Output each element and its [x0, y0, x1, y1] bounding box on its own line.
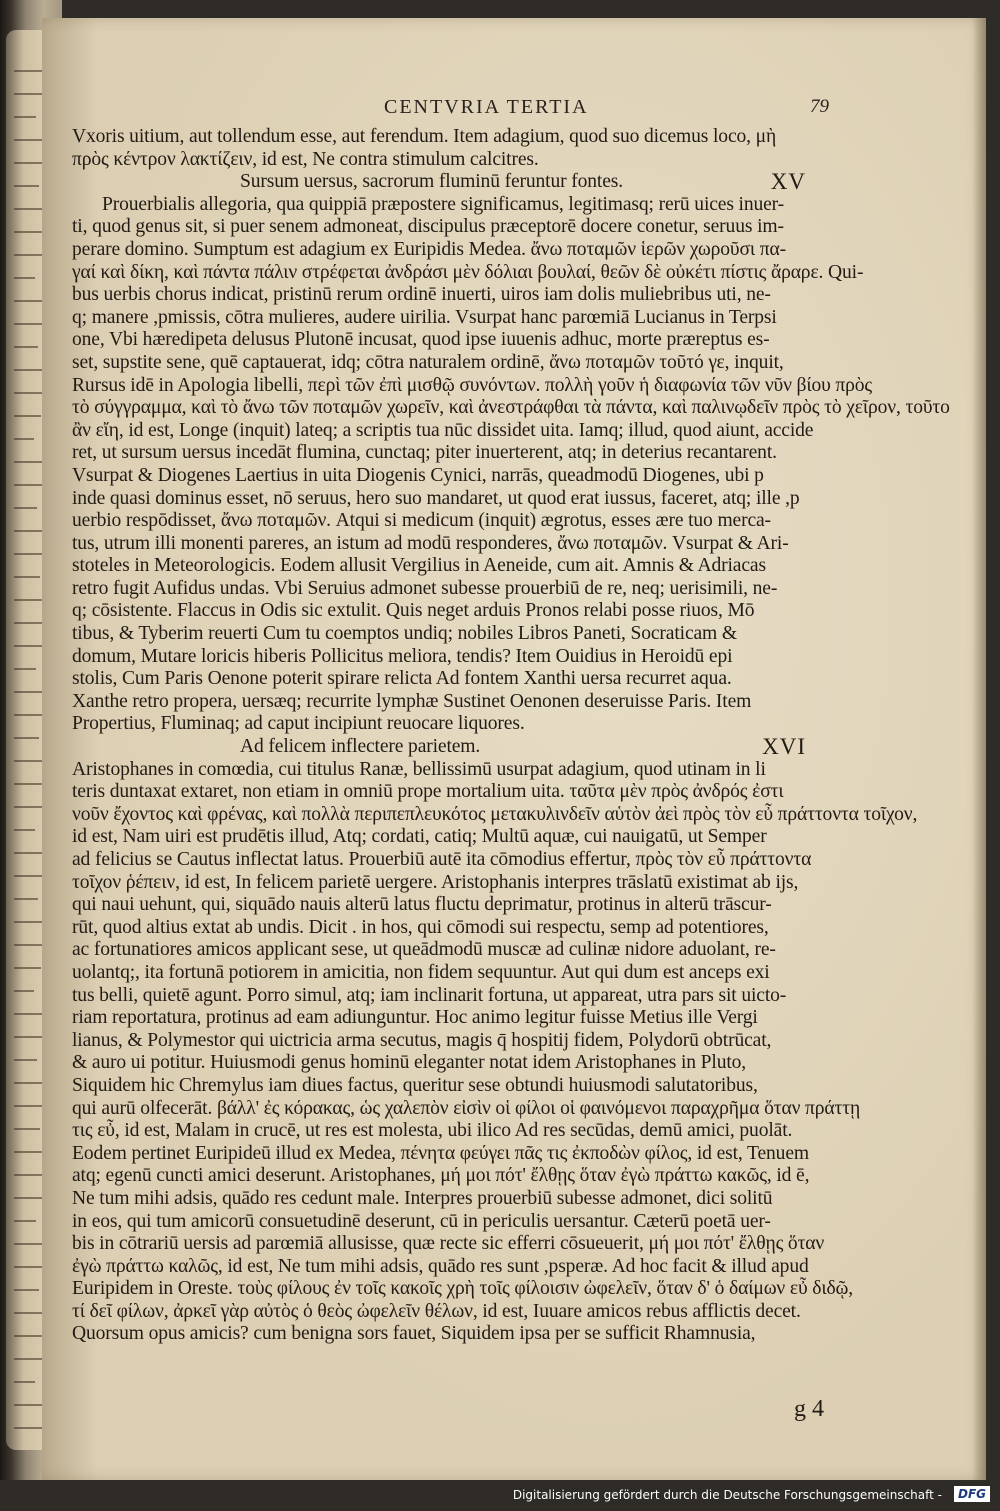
- line-text: ἐγὼ πράττω καλῶς, id est, Ne tum mihi adsis, quādo res sunt ,psperæ. Ad hoc facit & illud apud: [72, 1255, 809, 1277]
- text-line: [72, 1030, 814, 1053]
- line-text: teris duntaxat extaret, non etiam in omniū prope mortalium uita. ταῦτα μὲν πρὸς ἀνδρός ἐστι: [72, 781, 784, 803]
- line-text: atq; egenū cuncti amici deserunt. Aristophanes, μή μοι πότ' ἔλθῃς ὅταν ἐγὼ πράττω κακῶς, id ē,: [72, 1165, 810, 1187]
- line-text: Siquidem hic Chremylus iam diues factus, queritur sese obtundi huiusmodi salutatoribus,: [72, 1074, 758, 1096]
- line-text: Euripidem in Oreste. τοὺς φίλους ἐν τοῖς κακοῖς χρὴ τοῖς φίλοισιν ὠφελεῖν, ὅταν δ' ὁ δαίμων εὖ διδῷ,: [72, 1278, 854, 1300]
- previous-page-text-trace: [14, 990, 34, 992]
- previous-page-text-trace: [14, 737, 39, 739]
- line-text: riam reportatura, protinus ad eam adiunguntur. Hoc animo legitur fuisse Metius ille Vergi: [72, 1007, 758, 1029]
- line-text: id est, Nam uiri est prudētis illud, Atq; cordati, catiq; Multū aquæ, cui nauigatū, ut Semper: [72, 826, 767, 848]
- line-text: τί δεῖ φίλων, ἀρκεῖ γὰρ αὐτὸς ὁ θεὸς ὠφελεῖν θέλων, id est, Iuuare amicos rebus afflictis decet.: [72, 1300, 801, 1322]
- line-text: ti, quod genus sit, si puer senem admoneat, discipulus præceptorē docere conetur, seruus im-: [72, 216, 784, 238]
- text-line: [72, 713, 814, 736]
- text-line: [72, 465, 814, 488]
- text-line: [72, 600, 814, 623]
- text-line: [72, 284, 814, 307]
- text-line: [72, 307, 814, 330]
- text-line: [72, 510, 814, 533]
- text-line: [72, 1233, 825, 1256]
- text-line: [72, 1120, 814, 1143]
- text-line: [72, 962, 814, 985]
- previous-page-text-trace: [14, 484, 44, 486]
- line-text: rūt, quod altius extat ab undis. Dicit . in hos, qui cōmodi sui respectu, semp ad potentiores,: [72, 916, 769, 938]
- line-text: Ne tum mihi adsis, quādo res cedunt male. Interpres prouerbiū subesse admonet, dici solitū: [72, 1187, 773, 1209]
- section-heading: [72, 736, 814, 759]
- signature-mark: g 4: [794, 1396, 824, 1422]
- text-line: [72, 397, 950, 420]
- line-text: ad felicius se Cautus inflectat latus. Prouerbiū autē ita cōmodius effertur, πρὸς τὸν εὖ πράττοντα: [72, 849, 812, 870]
- line-text: τις εὖ, id est, Malam in crucē, ut res est molesta, ubi ilico Ad res secūdas, demū amici, puolāt.: [72, 1120, 793, 1142]
- previous-page-text-trace: [14, 1197, 43, 1199]
- text-line: [72, 1323, 814, 1346]
- text-line: [72, 646, 814, 669]
- text-line: [72, 623, 814, 646]
- previous-page-text-trace: [14, 1427, 45, 1429]
- previous-page-text-trace: [14, 1289, 39, 1291]
- text-line: [72, 1188, 814, 1211]
- running-head: CENTVRIA TERTIA: [384, 96, 589, 118]
- text-line: [72, 488, 814, 511]
- text-line: [72, 149, 814, 172]
- text-line: [72, 803, 918, 827]
- previous-page-text-trace: [14, 93, 43, 95]
- text-line: [72, 126, 814, 149]
- previous-page-text-trace: [14, 415, 41, 417]
- line-text: Eodem pertinet Euripideū illud ex Medea, πένητα φεύγει πᾶς τις ἐκποδὼν φίλος, id est, Tenuem: [72, 1142, 809, 1164]
- line-text: stoteles in Meteorologicis. Eodem allusit Vergilius in Aeneide, cum ait. Amnis & Adriacas: [72, 555, 766, 577]
- line-text: qui naui uehunt, qui, siquādo nauis alterū latus fluctu deprimatur, protinus in alterū trāscur-: [72, 894, 772, 916]
- previous-page-text-trace: [14, 1220, 36, 1222]
- line-text: stolis, Cum Paris Oenone poterit spirare relicta Ad fontem Xanthi uersa recurret aqua.: [72, 668, 732, 690]
- previous-page-text-trace: [14, 1128, 40, 1130]
- text-line: [72, 781, 814, 804]
- line-text: τοῖχον ῥέπειν, id est, In felicem parietē uergere. Aristophanis interpres trāslatū existimat ab ijs,: [72, 871, 799, 893]
- line-text: Vsurpat & Diogenes Laertius in uita Diogenis Cynici, narrās, queadmodū Diogenes, ubi p: [72, 464, 764, 486]
- line-text: lianus, & Polymestor qui uictricia arma secutus, magis q̄ hospitij fidem, Polydorū obtrūcat,: [72, 1029, 772, 1051]
- line-text: Aristophanes in comœdia, cui titulus Ranæ, bellissimū usurpat adagium, quod utinam in li: [72, 758, 766, 780]
- line-text: tus belli, quietē agunt. Porro simul, atq; iam inclinarit fortuna, ut appareat, utra pars sit uicto-: [72, 984, 787, 1006]
- previous-page-text-trace: [14, 806, 42, 808]
- previous-page-text-trace: [14, 898, 38, 900]
- previous-page-text-trace: [14, 576, 40, 578]
- text-line: [72, 374, 873, 398]
- text-line: [72, 872, 814, 895]
- dfg-logo: DFG: [954, 1486, 990, 1502]
- text-line: [72, 1075, 814, 1098]
- previous-page-text-trace: [14, 438, 34, 440]
- text-line: [72, 668, 814, 691]
- previous-page-text-trace: [14, 254, 42, 256]
- line-text: tus, utrum illi monenti pareres, an istum ad modū responderes, ἄνω ποταμῶν. Vsurpat & Ari-: [72, 532, 789, 554]
- text-line: [72, 759, 814, 782]
- page-edge-shading: [972, 18, 986, 1480]
- text-line: [72, 1007, 814, 1030]
- line-text: γαί καὶ δίκη, καὶ πάντα πάλιν στρέφεται ἀνδράσι μὲν δόλιαι βουλαί, θεῶν δὲ οὐκέτι πίστις ἄραρε. Qui-: [72, 261, 864, 283]
- line-text: bis in cōtrariū uersis ad parœmiā allusisse, quæ recte sic efferri cōsueuerit, μή μοι πότ' ἔλθῃς ὅταν: [72, 1233, 825, 1255]
- text-line: [72, 1211, 814, 1234]
- line-text: set, supstite sene, quē captauerat, idq; cōtra naturalem ordinē, ἄνω ποταμῶν τοῦτό γε, inquit,: [72, 351, 784, 373]
- line-text: Prouerbialis allegoria, qua quippiā præpostere significamus, legitimasq; rerū uices inuer-: [102, 193, 785, 215]
- section-heading: [72, 171, 814, 194]
- text-line: [72, 826, 814, 849]
- text-line: [72, 533, 814, 556]
- line-text: bus uerbis chorus indicat, pristinū rerum ordinē inuerti, uiros iam dolis muliebribus uti, ne-: [72, 284, 771, 306]
- line-text: νοῦν ἔχοντος καὶ φρένας, καὶ πολλὰ περιπεπλευκότος μετακυλινδεῖν αὑτὸν ἀεὶ πρὸς τὸν εὖ πράττοντα τοῖχον,: [72, 803, 918, 825]
- previous-page-text-trace: [14, 116, 36, 118]
- section-numeral: XV: [770, 169, 806, 195]
- previous-page-text-trace: [14, 346, 38, 348]
- line-text: Vxoris uitium, aut tollendum esse, aut ferendum. Item adagium, quod suo dicemus loco, μὴ: [72, 126, 777, 147]
- previous-page-text-trace: [14, 185, 39, 187]
- text-line: [72, 1097, 861, 1121]
- previous-page-text-trace: [14, 323, 45, 325]
- previous-page-text-trace: [14, 1059, 37, 1061]
- line-text: τὸ σύγγραμμα, καὶ τὸ ἄνω τῶν ποταμῶν χωρεῖν, καὶ ἀνεστράφθαι τὰ πάντα, καὶ παλινῳδεῖν πρὸς τὸ χεῖρον, τοῦτο: [72, 397, 950, 419]
- text-line: [72, 894, 814, 917]
- line-text: in eos, qui tum amicorū consuetudinē deserunt, cū in periculis uersantur. Cæterū poetā uer-: [72, 1210, 771, 1232]
- line-text: uolantq;, ita fortunā potiorem in amicitia, non fidem sequuntur. Aut qui dum est anceps exi: [72, 961, 770, 983]
- previous-page-text-trace: [14, 645, 43, 647]
- text-line: [72, 261, 864, 285]
- previous-page-text-trace: [14, 668, 36, 670]
- line-text: qui aurū olfecerāt. βάλλ' ἐς κόρακας, ὡς χαλεπὸν εἰσὶν οἱ φίλοι οἱ φαινόμενοι παραχρῆμα ὅταν πράττῃ: [72, 1097, 861, 1119]
- body-text: [72, 126, 950, 1346]
- book-page: [42, 18, 986, 1480]
- line-text: uerbio respōdisset, ἄνω ποταμῶν. Atqui si medicum (inquit) ægrotus, esses ære tuo merca-: [72, 510, 771, 532]
- text-line: [72, 939, 814, 962]
- section-numeral: XVI: [762, 734, 806, 760]
- previous-page-text-trace: [14, 277, 35, 279]
- previous-page-text-trace: [14, 967, 41, 969]
- text-line: [72, 420, 814, 443]
- page-number: 79: [810, 96, 829, 117]
- line-text: Rursus idē in Apologia libelli, περὶ τῶν ἐπὶ μισθῷ συνόντων. πολλὴ γοῦν ἡ διαφωνία τῶν νῦν βίου πρὸς: [72, 374, 873, 396]
- text-line: [72, 216, 814, 239]
- previous-page-text-trace: [14, 507, 37, 509]
- line-text: tibus, & Tyberim reuerti Cum tu coemptos undiq; nobiles Libros Paneti, Socraticam &: [72, 623, 737, 645]
- previous-page-text-trace: [14, 829, 35, 831]
- text-line: [72, 239, 814, 262]
- line-text: ac fortunatiores amicos applicant sese, ut queādmodū muscæ ad culinæ nidore aduolant, re-: [72, 939, 776, 961]
- text-line: [72, 917, 814, 940]
- line-text: domum, Mutare loricis hiberis Pollicitus meliora, tendis? Item Ouidius in Heroidū epi: [72, 645, 733, 667]
- previous-page-text-trace: [14, 1036, 44, 1038]
- line-text: inde quasi dominus esset, nō seruus, hero suo mandaret, ut quod erat iussus, faceret, atq; ille ,p: [72, 487, 800, 509]
- line-text: q; cōsistente. Flaccus in Odis sic extulit. Quis neget arduis Pronos relabi posse riuos, Mō: [72, 600, 755, 622]
- line-text: πρὸς κέντρον λακτίζειν, id est, Ne contra stimulum calcitres.: [72, 148, 539, 170]
- previous-page-text-trace: [14, 1358, 42, 1360]
- line-text: ret, ut sursum uersus incedāt flumina, cunctaq; piter inuerterent, atq; in deterius recantarent.: [72, 442, 777, 464]
- text-line: [72, 194, 814, 217]
- heading-text: Ad felicem inflectere parietem.: [240, 736, 481, 758]
- previous-page-text-trace: [14, 875, 45, 877]
- text-line: [72, 1165, 814, 1188]
- text-line: [72, 352, 814, 375]
- text-line: [72, 985, 814, 1008]
- line-text: Propertius, Fluminaq; ad caput incipiunt reuocare liquores.: [72, 713, 525, 735]
- line-text: q; manere ,pmissis, cōtra mulieres, audere uirilia. Vsurpat hanc parœmiā Lucianus in Terpsi: [72, 306, 777, 328]
- text-line: [72, 691, 814, 714]
- line-text: retro fugit Aufidus undas. Vbi Seruius admonet subesse prouerbiū de re, neq; uerisimili, ne-: [72, 577, 778, 599]
- line-text: ἂν εἴη, id est, Longe (inquit) lateq; a scriptis tua nūc dissidet uita. Iamq; illud, quod aiunt, accide: [72, 419, 814, 441]
- line-text: & auro ui potitur. Huiusmodi genus hominū eleganter notat idem Aristophanes in Pluto,: [72, 1052, 747, 1074]
- text-line: [72, 849, 814, 872]
- text-line: [72, 1278, 854, 1301]
- text-line: [72, 1143, 814, 1166]
- line-text: Xanthe retro propera, uersæq; recurrite lymphæ Sustinet Oenonen deseruisse Paris. Item: [72, 690, 752, 712]
- line-text: perare domino. Sumptum est adagium ex Euripidis Medea. ἄνω ποταμῶν ἱερῶν χωροῦσι πα-: [72, 238, 786, 260]
- text-line: [72, 578, 814, 601]
- previous-page-text-trace: [14, 1381, 35, 1383]
- text-line: [72, 442, 814, 465]
- text-line: [72, 555, 814, 578]
- text-line: [72, 1256, 814, 1279]
- text-line: [72, 1301, 814, 1324]
- line-text: Quorsum opus amicis? cum benigna sors fauet, Siquidem ipsa per se sufficit Rhamnusia,: [72, 1323, 756, 1345]
- line-text: one, Vbi hæredipeta delusus Plutonē incusat, quod ipse iuuenis adhuc, morte præreptus es-: [72, 329, 770, 351]
- heading-text: Sursum uersus, sacrorum fluminū feruntur fontes.: [240, 171, 623, 193]
- text-line: [72, 1052, 814, 1075]
- digitization-credit: Digitalisierung gefördert durch die Deutsche Forschungsgemeinschaft -: [512, 1488, 942, 1502]
- text-line: [72, 329, 814, 352]
